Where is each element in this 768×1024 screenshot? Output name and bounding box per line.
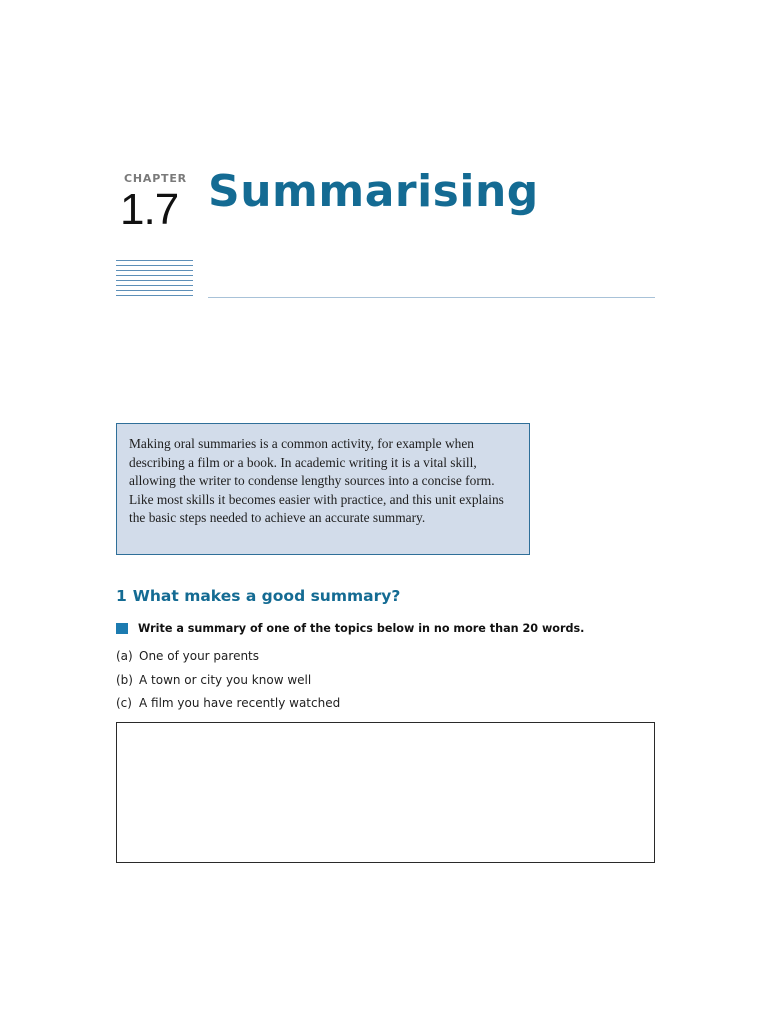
option-text: A town or city you know well [139,672,312,687]
chapter-number: 1.7 [120,185,179,234]
intro-text: Making oral summaries is a common activity, for example when describing a film or a book. In academic writing it is a vital skill, allowing the writer to condense lengthy sources into a concise form. Like most skills it becomes easier with practice, and this unit explains the basic steps needed to achieve an accurate summary. [129,436,504,526]
chapter-title: Summarising [208,166,539,217]
section-heading [116,587,400,605]
list-item [116,645,340,669]
decorative-stripes [116,260,193,300]
list-item [116,669,340,693]
answer-box[interactable] [116,722,655,863]
section-title: What makes a good summary? [132,587,401,605]
option-marker: (b) [116,672,133,687]
section-number: 1 [116,587,127,605]
list-item [116,692,340,716]
option-text: One of your parents [139,649,260,663]
chapter-label: CHAPTER [124,172,187,185]
option-marker: (a) [116,649,133,663]
task-text: Write a summary of one of the topics below in no more than 20 words. [138,622,585,635]
option-marker: (c) [116,696,132,710]
option-text: A film you have recently watched [139,696,341,710]
square-bullet-icon [116,623,128,634]
title-divider [208,297,655,298]
task-instruction [116,622,584,635]
intro-box [116,423,530,555]
topic-options [116,645,340,716]
